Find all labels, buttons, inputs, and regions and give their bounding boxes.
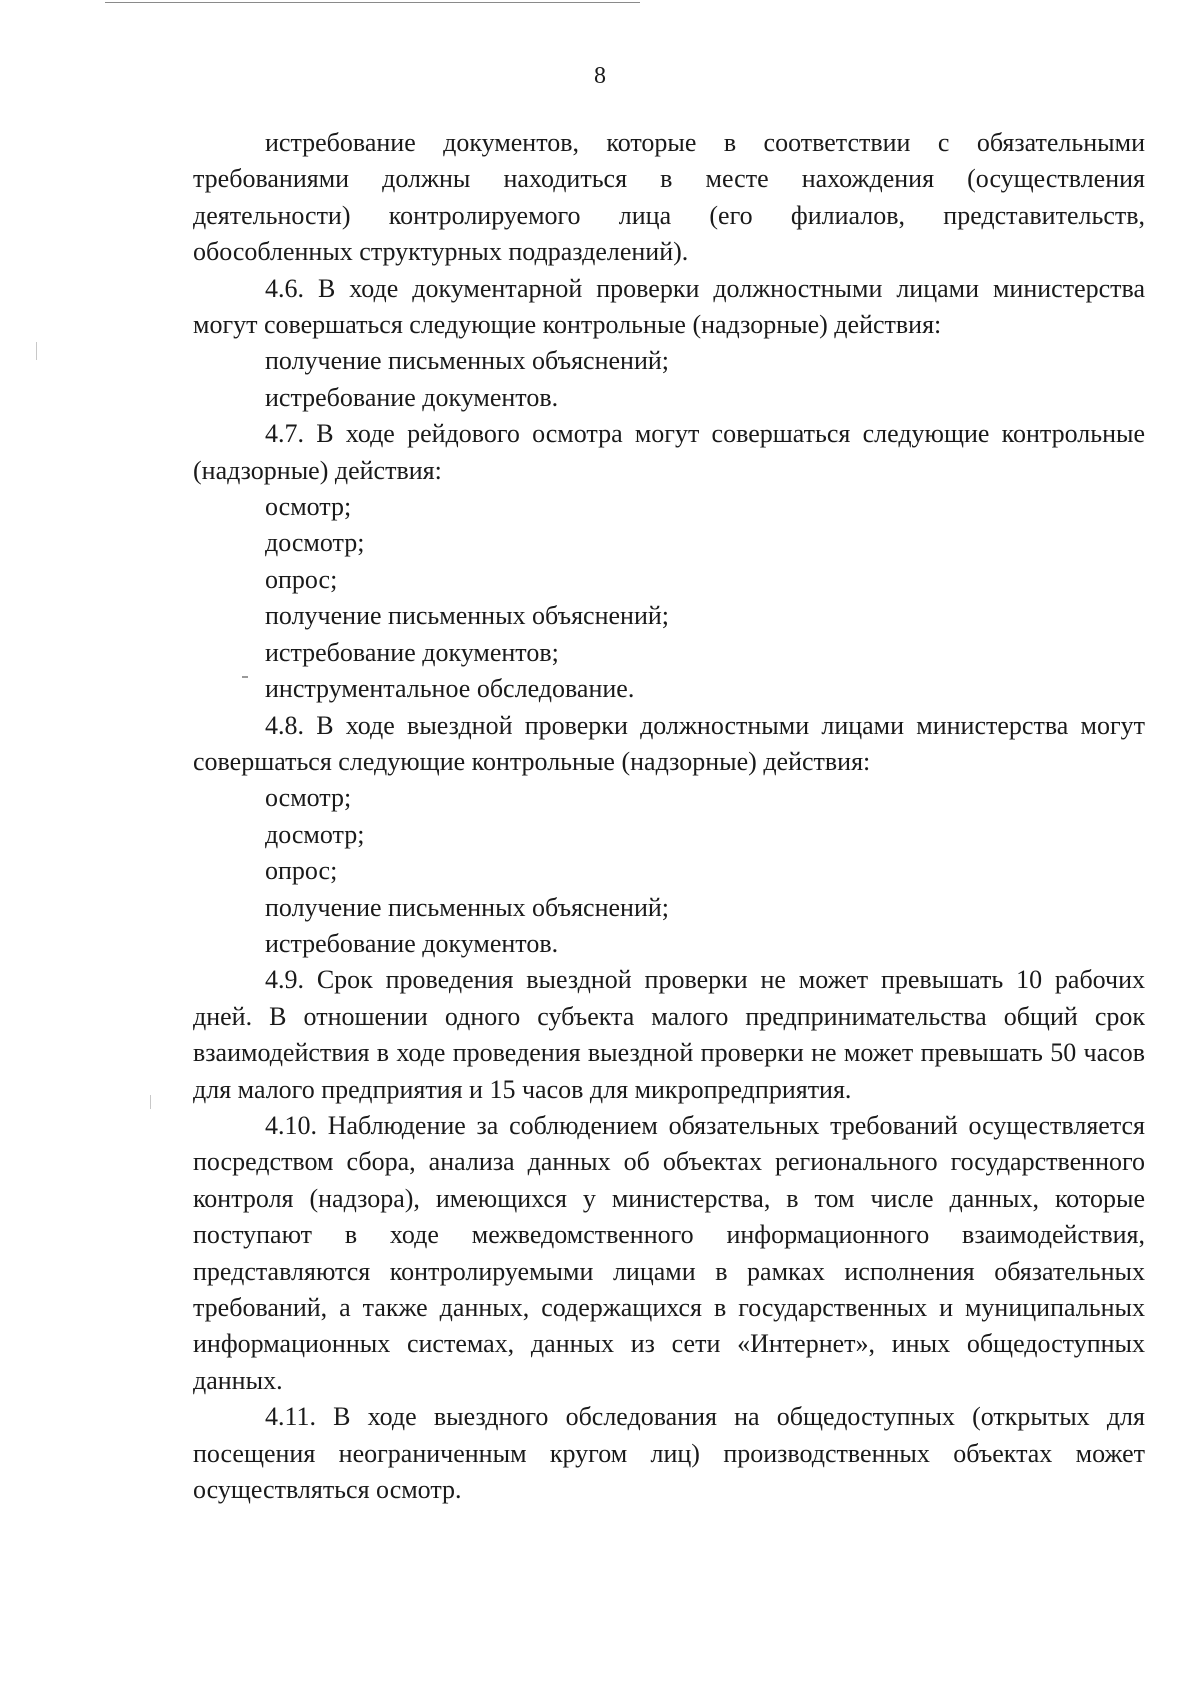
list-item: опрос; xyxy=(265,856,338,886)
paragraph: 4.7. В ходе рейдового осмотра могут совершаться следующие контрольные (надзорные) действия: xyxy=(193,419,1145,485)
list-item: осмотр; xyxy=(265,492,352,522)
list-item: истребование документов; xyxy=(265,637,559,667)
scan-mark xyxy=(242,676,248,678)
list-item: опрос; xyxy=(265,564,338,594)
paragraph: 4.6. В ходе документарной проверки должностными лицами министерства могут совершаться следующие контрольные (надзорные) действия: xyxy=(193,273,1145,340)
scan-mark xyxy=(36,342,37,360)
list-item: истребование документов. xyxy=(265,382,559,412)
list-item: инструментальное обследование. xyxy=(265,674,635,704)
list-item: получение письменных объяснений; xyxy=(265,346,669,376)
list-item: получение письменных объяснений; xyxy=(265,601,669,631)
page-number: 8 xyxy=(594,63,606,89)
paragraph: истребование документов, которые в соответствии с обязательными требованиями должны находиться в месте нахождения (осуществления деятельности) контролируемого лица (его филиалов, представительств, обособленных структурных подразделений). xyxy=(193,128,1145,267)
list-item: осмотр; xyxy=(265,783,352,813)
list-item: истребование документов. xyxy=(265,928,559,958)
list-item: досмотр; xyxy=(265,819,365,849)
scan-mark xyxy=(150,1095,151,1109)
document-body xyxy=(193,125,1145,1508)
paragraph: 4.9. Срок проведения выездной проверки не может превышать 10 рабочих дней. В отношении одного субъекта малого предпринимательства общий срок взаимодействия в ходе проведения выездной проверки не может превышать 50 часов для малого предприятия и 15 часов для микропредприятия. xyxy=(193,965,1145,1104)
paragraph: 4.11. В ходе выездного обследования на общедоступных (открытых для посещения неограниченным кругом лиц) производственных объектах может осуществляться осмотр. xyxy=(193,1402,1145,1505)
top-rule xyxy=(105,2,640,3)
paragraph: 4.10. Наблюдение за соблюдением обязательных требований осуществляется посредством сбора, анализа данных об объектах регионального государственного контроля (надзора), имеющихся у министерства, в том числе данных, которые поступают в ходе межведомственного информационного взаимодействия, представляются контролируемыми лицами в рамках исполнения обязательных требований, а также данных, содержащихся в государственных и муниципальных информационных системах, данных из сети «Интернет», иных общедоступных данных. xyxy=(193,1110,1145,1395)
list-item: получение письменных объяснений; xyxy=(265,892,669,922)
list-item: досмотр; xyxy=(265,528,365,558)
paragraph: 4.8. В ходе выездной проверки должностными лицами министерства могут совершаться следующие контрольные (надзорные) действия: xyxy=(193,710,1145,776)
